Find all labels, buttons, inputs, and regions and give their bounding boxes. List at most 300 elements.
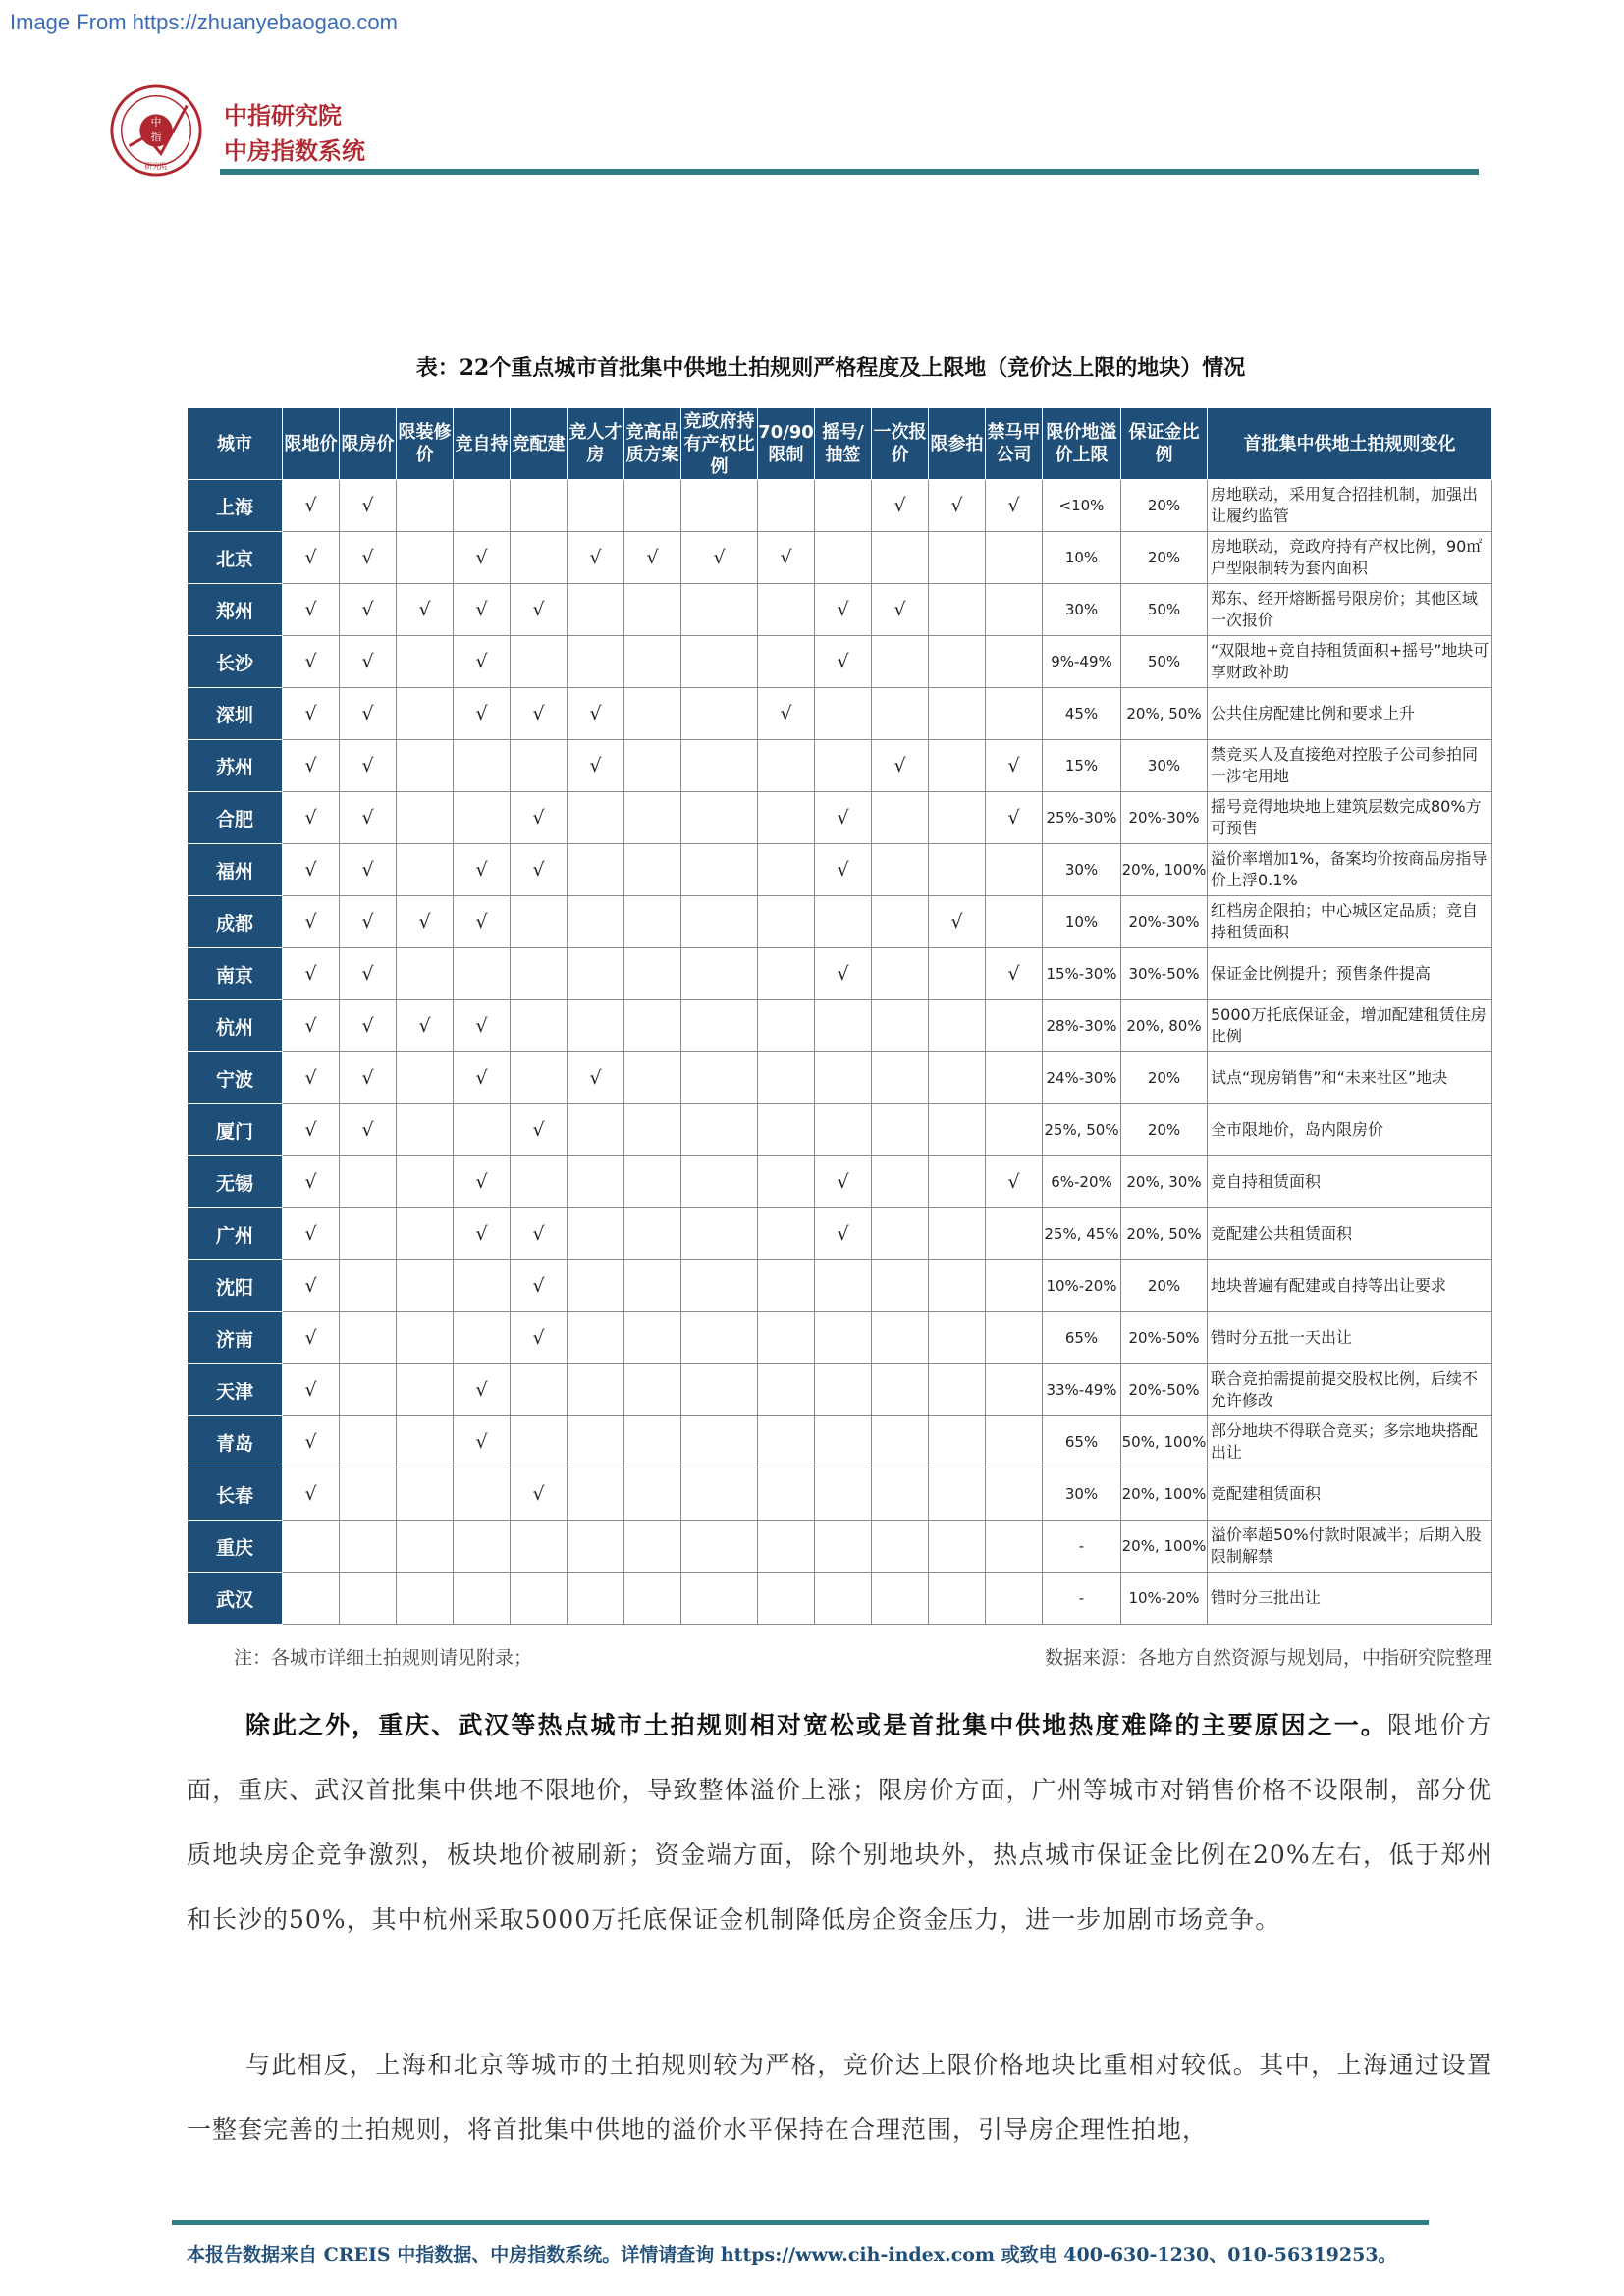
check-cell — [872, 1364, 929, 1416]
table-row — [188, 532, 1492, 584]
check-cell — [986, 1052, 1043, 1104]
check-cell: √ — [815, 584, 872, 636]
table-row — [188, 1521, 1492, 1573]
city-cell: 北京 — [188, 532, 283, 584]
check-cell — [815, 1260, 872, 1312]
check-cell — [624, 1573, 681, 1625]
deposit-ratio-cell: 20% — [1121, 532, 1208, 584]
check-cell — [454, 792, 511, 844]
check-cell — [454, 1468, 511, 1521]
svg-text:指: 指 — [150, 130, 162, 143]
col-header: 限地价 — [283, 408, 340, 480]
check-cell — [872, 1312, 929, 1364]
check-cell — [758, 792, 815, 844]
check-cell — [340, 1521, 397, 1573]
table-row — [188, 844, 1492, 896]
check-cell: √ — [340, 948, 397, 1000]
check-cell — [511, 1573, 568, 1625]
check-cell — [758, 1312, 815, 1364]
check-cell — [681, 1312, 758, 1364]
check-cell — [624, 844, 681, 896]
check-cell: √ — [340, 740, 397, 792]
check-cell: √ — [568, 740, 624, 792]
check-cell — [681, 948, 758, 1000]
check-cell — [681, 1260, 758, 1312]
city-cell: 无锡 — [188, 1156, 283, 1208]
rule-change-cell: 溢价率增加1%，备案均价按商品房指导价上浮0.1% — [1208, 844, 1492, 896]
check-cell — [929, 948, 986, 1000]
check-cell: √ — [340, 584, 397, 636]
check-cell — [929, 584, 986, 636]
premium-cap-cell: 25%, 50% — [1043, 1104, 1121, 1156]
check-cell — [815, 480, 872, 532]
check-cell — [624, 1208, 681, 1260]
org-line-1: 中指研究院 — [224, 102, 342, 130]
check-cell — [758, 636, 815, 688]
check-cell — [986, 1364, 1043, 1416]
deposit-ratio-cell: 20%, 50% — [1121, 1208, 1208, 1260]
city-cell: 青岛 — [188, 1416, 283, 1468]
check-cell — [568, 584, 624, 636]
col-header: 竞高品质方案 — [624, 408, 681, 480]
deposit-ratio-cell: 30%-50% — [1121, 948, 1208, 1000]
check-cell — [624, 1416, 681, 1468]
table-row — [188, 1312, 1492, 1364]
check-cell — [397, 1156, 454, 1208]
check-cell — [568, 480, 624, 532]
check-cell: √ — [454, 1364, 511, 1416]
city-cell: 长春 — [188, 1468, 283, 1521]
check-cell — [815, 532, 872, 584]
check-cell — [624, 1000, 681, 1052]
check-cell: √ — [511, 1468, 568, 1521]
city-cell: 重庆 — [188, 1521, 283, 1573]
check-cell: √ — [454, 896, 511, 948]
check-cell: √ — [397, 896, 454, 948]
check-cell — [872, 1104, 929, 1156]
check-cell — [758, 480, 815, 532]
check-cell — [397, 1416, 454, 1468]
check-cell: √ — [815, 844, 872, 896]
premium-cap-cell: 33%-49% — [1043, 1364, 1121, 1416]
rule-change-cell: 地块普遍有配建或自持等出让要求 — [1208, 1260, 1492, 1312]
deposit-ratio-cell: 20% — [1121, 480, 1208, 532]
check-cell: √ — [454, 844, 511, 896]
table-row — [188, 1416, 1492, 1468]
premium-cap-cell: 45% — [1043, 688, 1121, 740]
city-cell: 沈阳 — [188, 1260, 283, 1312]
check-cell — [624, 1052, 681, 1104]
check-cell — [568, 1364, 624, 1416]
check-cell — [511, 896, 568, 948]
check-cell — [815, 1468, 872, 1521]
check-cell: √ — [454, 1208, 511, 1260]
check-cell — [340, 1156, 397, 1208]
check-cell: √ — [283, 1156, 340, 1208]
city-cell: 郑州 — [188, 584, 283, 636]
city-cell: 济南 — [188, 1312, 283, 1364]
col-header: 首批集中供地土拍规则变化 — [1208, 408, 1492, 480]
rule-change-cell: 摇号竞得地块地上建筑层数完成80%方可预售 — [1208, 792, 1492, 844]
premium-cap-cell: 25%-30% — [1043, 792, 1121, 844]
check-cell: √ — [397, 1000, 454, 1052]
check-cell — [568, 792, 624, 844]
check-cell: √ — [681, 532, 758, 584]
check-cell — [624, 1156, 681, 1208]
check-cell: √ — [815, 792, 872, 844]
rule-change-cell: 保证金比例提升；预售条件提高 — [1208, 948, 1492, 1000]
check-cell — [340, 1573, 397, 1625]
check-cell: √ — [929, 896, 986, 948]
check-cell — [929, 740, 986, 792]
check-cell: √ — [340, 636, 397, 688]
check-cell — [986, 844, 1043, 896]
deposit-ratio-cell: 50% — [1121, 636, 1208, 688]
check-cell — [511, 1000, 568, 1052]
col-header: 限装修价 — [397, 408, 454, 480]
check-cell: √ — [454, 584, 511, 636]
data-source-note: 数据来源：各地方自然资源与规划局，中指研究院整理 — [1044, 1647, 1492, 1669]
check-cell — [986, 532, 1043, 584]
check-cell — [568, 1521, 624, 1573]
rule-change-cell: 试点“现房销售”和“未来社区”地块 — [1208, 1052, 1492, 1104]
check-cell — [397, 844, 454, 896]
check-cell — [986, 584, 1043, 636]
check-cell: √ — [568, 688, 624, 740]
premium-cap-cell: 9%-49% — [1043, 636, 1121, 688]
premium-cap-cell: 30% — [1043, 1468, 1121, 1521]
check-cell — [681, 1156, 758, 1208]
check-cell — [681, 792, 758, 844]
check-cell — [758, 844, 815, 896]
check-cell — [340, 1468, 397, 1521]
deposit-ratio-cell: 50%, 100% — [1121, 1416, 1208, 1468]
check-cell — [511, 948, 568, 1000]
col-header: 竞政府持有产权比例 — [681, 408, 758, 480]
check-cell — [929, 1104, 986, 1156]
check-cell — [986, 1573, 1043, 1625]
check-cell — [929, 1521, 986, 1573]
check-cell: √ — [283, 1104, 340, 1156]
city-cell: 苏州 — [188, 740, 283, 792]
city-cell: 杭州 — [188, 1000, 283, 1052]
col-header: 限价地溢价上限 — [1043, 408, 1121, 480]
org-line-2: 中房指数系统 — [224, 137, 365, 165]
check-cell — [397, 1468, 454, 1521]
check-cell — [872, 1260, 929, 1312]
check-cell — [568, 1416, 624, 1468]
table-row — [188, 1364, 1492, 1416]
table-note: 注：各城市详细土拍规则请见附录； — [234, 1647, 533, 1669]
check-cell: √ — [815, 948, 872, 1000]
rule-change-cell: 禁竞买人及直接绝对控股子公司参拍同一涉宅用地 — [1208, 740, 1492, 792]
check-cell — [568, 636, 624, 688]
check-cell: √ — [758, 688, 815, 740]
premium-cap-cell: 15%-30% — [1043, 948, 1121, 1000]
check-cell: √ — [815, 1156, 872, 1208]
check-cell — [758, 1468, 815, 1521]
check-cell — [624, 1260, 681, 1312]
check-cell — [397, 688, 454, 740]
deposit-ratio-cell: 50% — [1121, 584, 1208, 636]
check-cell — [568, 1208, 624, 1260]
check-cell: √ — [758, 532, 815, 584]
check-cell — [454, 1521, 511, 1573]
premium-cap-cell: 65% — [1043, 1416, 1121, 1468]
check-cell — [681, 740, 758, 792]
city-cell: 广州 — [188, 1208, 283, 1260]
check-cell — [872, 1052, 929, 1104]
check-cell: √ — [340, 896, 397, 948]
rule-change-cell: 部分地块不得联合竞买；多宗地块搭配出让 — [1208, 1416, 1492, 1468]
check-cell: √ — [929, 480, 986, 532]
check-cell — [929, 1364, 986, 1416]
check-cell: √ — [283, 1468, 340, 1521]
check-cell — [929, 1052, 986, 1104]
check-cell: √ — [511, 688, 568, 740]
check-cell — [511, 1364, 568, 1416]
check-cell: √ — [340, 532, 397, 584]
check-cell — [986, 1312, 1043, 1364]
deposit-ratio-cell: 20%, 100% — [1121, 1521, 1208, 1573]
premium-cap-cell: 28%-30% — [1043, 1000, 1121, 1052]
check-cell — [986, 1000, 1043, 1052]
premium-cap-cell: 10% — [1043, 896, 1121, 948]
paragraph-text: 限地价方面，重庆、武汉首批集中供地不限地价，导致整体溢价上涨；限房价方面，广州等城市对销售价格不设限制，部分优质地块房企竞争激烈，板块地价被刷新；资金端方面，除个别地块外，热点城市保证金比例在20%左右，低于郑州和长沙的50%，其中杭州采取5000万托底保证金机制降低房企资金压力，进一步加剧市场竞争。 — [187, 1711, 1492, 1934]
city-cell: 深圳 — [188, 688, 283, 740]
check-cell — [397, 480, 454, 532]
check-cell — [986, 688, 1043, 740]
check-cell — [872, 792, 929, 844]
col-header: 禁马甲公司 — [986, 408, 1043, 480]
check-cell — [815, 1000, 872, 1052]
check-cell — [929, 532, 986, 584]
check-cell — [568, 948, 624, 1000]
check-cell — [872, 1208, 929, 1260]
premium-cap-cell: 24%-30% — [1043, 1052, 1121, 1104]
check-cell — [624, 688, 681, 740]
rule-change-cell: 5000万托底保证金，增加配建租赁住房比例 — [1208, 1000, 1492, 1052]
check-cell — [758, 1416, 815, 1468]
check-cell — [758, 1521, 815, 1573]
city-cell: 福州 — [188, 844, 283, 896]
table-row — [188, 1052, 1492, 1104]
check-cell: √ — [624, 532, 681, 584]
check-cell — [758, 1260, 815, 1312]
premium-cap-cell: 6%-20% — [1043, 1156, 1121, 1208]
check-cell — [397, 1052, 454, 1104]
check-cell — [872, 896, 929, 948]
deposit-ratio-cell: 20% — [1121, 1104, 1208, 1156]
source-url: Image From https://zhuanyebaogao.com — [10, 10, 398, 34]
rule-change-cell: 竞配建公共租赁面积 — [1208, 1208, 1492, 1260]
check-cell — [986, 1416, 1043, 1468]
check-cell: √ — [340, 792, 397, 844]
check-cell: √ — [340, 1104, 397, 1156]
check-cell — [624, 792, 681, 844]
check-cell: √ — [283, 1052, 340, 1104]
check-cell — [568, 844, 624, 896]
check-cell — [454, 948, 511, 1000]
check-cell — [758, 948, 815, 1000]
check-cell — [681, 1364, 758, 1416]
table-row — [188, 1000, 1492, 1052]
check-cell — [397, 1260, 454, 1312]
check-cell — [511, 740, 568, 792]
check-cell — [511, 480, 568, 532]
col-header: 竞人才房 — [568, 408, 624, 480]
check-cell — [624, 896, 681, 948]
deposit-ratio-cell: 20%-30% — [1121, 896, 1208, 948]
check-cell — [758, 1104, 815, 1156]
table-header-row — [188, 408, 1492, 480]
city-cell: 武汉 — [188, 1573, 283, 1625]
check-cell: √ — [283, 792, 340, 844]
table-row — [188, 1468, 1492, 1521]
check-cell: √ — [511, 1312, 568, 1364]
check-cell — [929, 1156, 986, 1208]
check-cell — [681, 844, 758, 896]
deposit-ratio-cell: 30% — [1121, 740, 1208, 792]
check-cell — [681, 1573, 758, 1625]
table-row — [188, 688, 1492, 740]
check-cell: √ — [511, 1104, 568, 1156]
check-cell: √ — [872, 480, 929, 532]
rule-change-cell: 郑东、经开熔断摇号限房价；其他区域一次报价 — [1208, 584, 1492, 636]
check-cell: √ — [283, 1364, 340, 1416]
city-cell: 宁波 — [188, 1052, 283, 1104]
check-cell: √ — [340, 844, 397, 896]
check-cell — [681, 688, 758, 740]
check-cell — [986, 1208, 1043, 1260]
check-cell: √ — [283, 948, 340, 1000]
check-cell — [872, 1521, 929, 1573]
check-cell: √ — [454, 1156, 511, 1208]
header-rule — [220, 169, 1479, 175]
check-cell — [872, 1468, 929, 1521]
check-cell — [511, 1521, 568, 1573]
deposit-ratio-cell: 20% — [1121, 1052, 1208, 1104]
check-cell: √ — [340, 688, 397, 740]
academy-logo — [108, 82, 204, 179]
check-cell: √ — [397, 584, 454, 636]
check-cell: √ — [568, 1052, 624, 1104]
city-cell: 厦门 — [188, 1104, 283, 1156]
check-cell — [454, 480, 511, 532]
check-cell — [681, 1521, 758, 1573]
check-cell — [815, 1312, 872, 1364]
check-cell — [929, 636, 986, 688]
footer-text: 本报告数据来自 CREIS 中指数据、中房指数系统。详情请查询 https://www.cih-index.com 或致电 400-630-1230、010-56319253。 — [187, 2244, 1397, 2266]
check-cell — [624, 1104, 681, 1156]
check-cell — [758, 1156, 815, 1208]
city-cell: 南京 — [188, 948, 283, 1000]
check-cell — [624, 636, 681, 688]
check-cell: √ — [283, 636, 340, 688]
check-cell: √ — [283, 1260, 340, 1312]
check-cell — [815, 1416, 872, 1468]
premium-cap-cell: 10% — [1043, 532, 1121, 584]
col-header: 竞配建 — [511, 408, 568, 480]
deposit-ratio-cell: 20%, 100% — [1121, 1468, 1208, 1521]
check-cell — [568, 1468, 624, 1521]
check-cell — [283, 1521, 340, 1573]
check-cell — [624, 584, 681, 636]
check-cell — [986, 1260, 1043, 1312]
check-cell — [815, 1364, 872, 1416]
check-cell — [340, 1416, 397, 1468]
check-cell — [454, 1312, 511, 1364]
check-cell: √ — [986, 480, 1043, 532]
check-cell — [986, 1468, 1043, 1521]
check-cell — [397, 740, 454, 792]
deposit-ratio-cell: 20%-30% — [1121, 792, 1208, 844]
check-cell — [340, 1364, 397, 1416]
rule-change-cell: “双限地+竞自持租赁面积+摇号”地块可享财政补助 — [1208, 636, 1492, 688]
check-cell — [681, 1000, 758, 1052]
check-cell — [511, 532, 568, 584]
check-cell — [681, 1416, 758, 1468]
rule-change-cell: 全市限地价，岛内限房价 — [1208, 1104, 1492, 1156]
check-cell — [511, 636, 568, 688]
table-row — [188, 896, 1492, 948]
check-cell — [397, 1364, 454, 1416]
check-cell — [340, 1312, 397, 1364]
rule-change-cell: 错时分五批一天出让 — [1208, 1312, 1492, 1364]
rule-change-cell: 错时分三批出让 — [1208, 1573, 1492, 1625]
city-cell: 合肥 — [188, 792, 283, 844]
body-paragraph-2: 与此相反，上海和北京等城市的土拍规则较为严格，竞价达上限价格地块比重相对较低。其中，上海通过设置一整套完善的土拍规则，将首批集中供地的溢价水平保持在合理范围，引导房企理性拍地， — [187, 2051, 1492, 2144]
check-cell: √ — [283, 480, 340, 532]
rule-change-cell: 房地联动，采用复合招挂机制，加强出让履约监管 — [1208, 480, 1492, 532]
check-cell — [815, 1052, 872, 1104]
check-cell: √ — [283, 844, 340, 896]
table-row — [188, 584, 1492, 636]
check-cell: √ — [986, 740, 1043, 792]
check-cell — [815, 688, 872, 740]
deposit-ratio-cell: 20%, 100% — [1121, 844, 1208, 896]
check-cell — [929, 1312, 986, 1364]
check-cell — [568, 1156, 624, 1208]
rule-change-cell: 溢价率超50%付款时限减半；后期入股限制解禁 — [1208, 1521, 1492, 1573]
check-cell: √ — [283, 740, 340, 792]
premium-cap-cell: 30% — [1043, 844, 1121, 896]
rule-change-cell: 竞自持租赁面积 — [1208, 1156, 1492, 1208]
org-name — [224, 98, 365, 169]
check-cell: √ — [815, 636, 872, 688]
check-cell — [815, 740, 872, 792]
deposit-ratio-cell: 20%, 50% — [1121, 688, 1208, 740]
check-cell — [929, 1573, 986, 1625]
table-row — [188, 792, 1492, 844]
rule-change-cell: 公共住房配建比例和要求上升 — [1208, 688, 1492, 740]
rule-change-cell: 房地联动，竞政府持有产权比例，90㎡户型限制转为套内面积 — [1208, 532, 1492, 584]
premium-cap-cell: - — [1043, 1521, 1121, 1573]
check-cell — [681, 480, 758, 532]
check-cell — [568, 1000, 624, 1052]
check-cell — [397, 948, 454, 1000]
table-row — [188, 1260, 1492, 1312]
table-body — [188, 480, 1492, 1625]
check-cell — [872, 1000, 929, 1052]
premium-cap-cell: <10% — [1043, 480, 1121, 532]
check-cell: √ — [340, 1000, 397, 1052]
check-cell — [397, 636, 454, 688]
rule-change-cell: 联合竞拍需提前提交股权比例，后续不允许修改 — [1208, 1364, 1492, 1416]
body-paragraph-1 — [187, 1693, 1492, 1952]
check-cell: √ — [454, 532, 511, 584]
check-cell — [681, 1468, 758, 1521]
